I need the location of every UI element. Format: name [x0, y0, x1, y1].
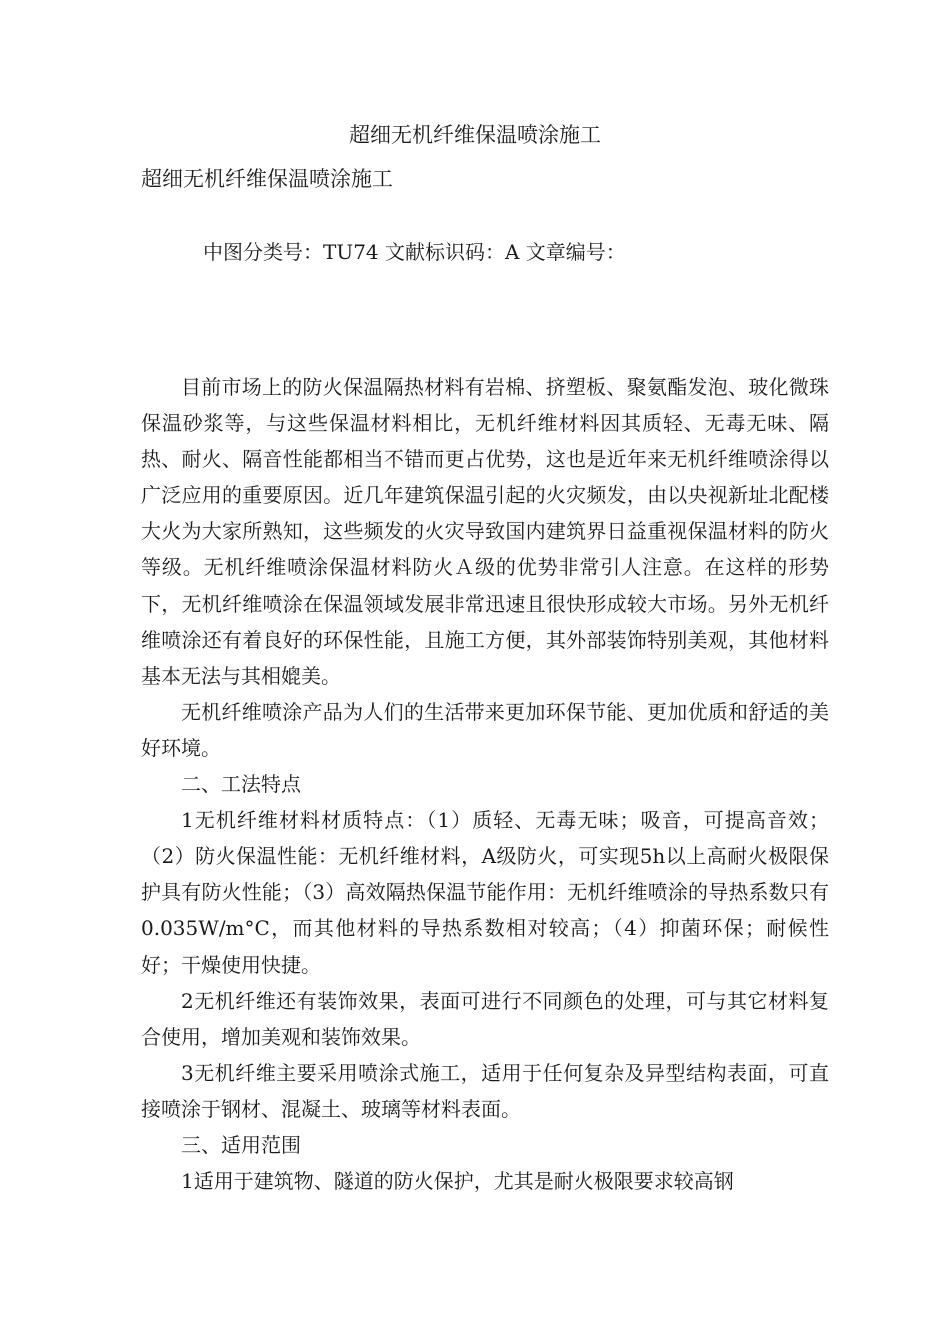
paragraph-environment: 无机纤维喷涂产品为人们的生活带来更加环保节能、更加优质和舒适的美好环境。	[141, 699, 829, 760]
paragraph-feature-2: 2无机纤维还有装饰效果，表面可进行不同颜色的处理，可与其它材料复合使用，增加美观和装饰效果。	[141, 988, 829, 1049]
paragraph-intro: 目前市场上的防火保温隔热材料有岩棉、挤塑板、聚氨酯发泡、玻化微珠保温砂浆等，与这些保温材料相比，无机纤维材料因其质轻、无毒无味、隔热、耐火、隔音性能都相当不错而更占优势，这也是近年来无机纤维喷涂得以广泛应用的重要原因。近几年建筑保温引起的火灾频发，由以央视新址北配楼大火为大家所熟知，这些频发的火灾导致国内建筑界日益重视保温材料的防火等级。无机纤维喷涂保温材料防火Ａ级的优势非常引人注意。在这样的形势下，无机纤维喷涂在保温领域发展非常迅速且很快形成较大市场。另外无机纤维喷涂还有着良好的环保性能，且施工方便，其外部装饰特别美观，其他材料基本无法与其相媲美。	[141, 375, 829, 688]
section-heading-features: 二、工法特点	[181, 772, 301, 797]
paragraph-feature-3: 3无机纤维主要采用喷涂式施工，适用于任何复杂及异型结构表面，可直接喷涂于钢材、混凝土、玻璃等材料表面。	[141, 1060, 829, 1121]
document-subtitle: 超细无机纤维保温喷涂施工	[141, 167, 393, 191]
document-title: 超细无机纤维保温喷涂施工	[349, 123, 601, 147]
document-body	[141, 369, 829, 1199]
paragraph-feature-1: 1无机纤维材料材质特点：（1）质轻、无毒无味；吸音，可提高音效；（2）防火保温性能：无机纤维材料，A级防火，可实现5h以上高耐火极限保护具有防火性能；（3）高效隔热保温节能作用：无机纤维喷涂的导热系数只有0.035W/m°C，而其他材料的导热系数相对较高；（4）抑菌环保；耐候性好；干燥使用快捷。	[141, 808, 829, 977]
classification-line: 中图分类号：TU74 文献标识码：A 文章编号：	[203, 240, 626, 264]
paragraph-scope-1: 1适用于建筑物、隧道的防火保护，尤其是耐火极限要求较高钢	[181, 1169, 734, 1194]
section-heading-scope: 三、适用范围	[181, 1132, 301, 1157]
